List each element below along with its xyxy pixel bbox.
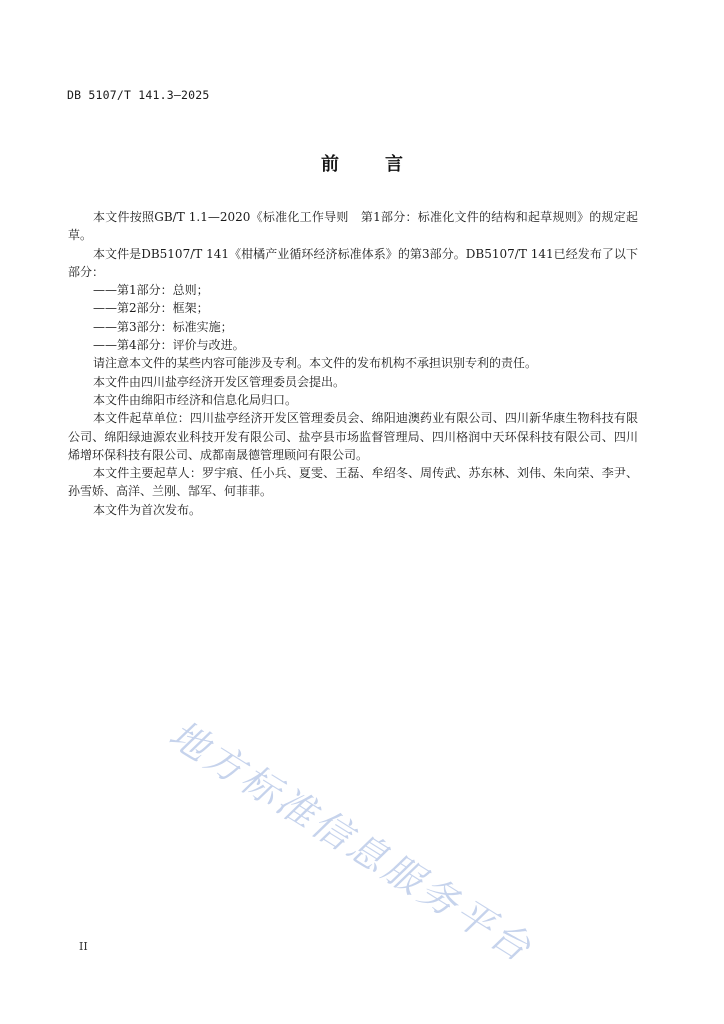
document-number: DB 5107/T 141.3—2025 (67, 88, 210, 102)
list-item-part-1: ——第1部分：总则； (93, 283, 209, 298)
paragraph-administrator: 本文件由绵阳市经济和信息化局归口。 (93, 392, 298, 407)
paragraph-drafting-rules: 本文件按照GB/T 1.1—2020《标准化工作导则 第1部分：标准化文件的结构和起草规则》的规定起草。 (68, 210, 638, 243)
foreword-body (68, 208, 638, 519)
paragraph-proposer: 本文件由四川盐亭经济开发区管理委员会提出。 (93, 374, 346, 389)
paragraph-series-intro: 本文件是DB5107/T 141《柑橘产业循环经济标准体系》的第3部分。DB5107/T 141已经发布了以下部分： (68, 246, 638, 279)
title-char-1: 前 (321, 154, 339, 175)
page-number: II (79, 940, 88, 953)
paragraph-first-release: 本文件为首次发布。 (93, 502, 202, 517)
paragraph-drafting-units: 本文件起草单位：四川盐亭经济开发区管理委员会、绵阳迪澳药业有限公司、四川新华康生物科技有限公司、绵阳绿迪源农业科技开发有限公司、盐亭县市场监督管理局、四川格润中天环保科技有限公司、四川烯增环保科技有限公司、成都南晟德管理顾问有限公司。 (68, 411, 638, 462)
paragraph-drafters: 本文件主要起草人：罗宇痕、任小兵、夏雯、王磊、牟绍冬、周传武、苏东林、刘伟、朱向荣、李尹、孙雪娇、高洋、兰刚、郜军、何菲菲。 (68, 466, 638, 499)
list-item-part-4: ——第4部分：评价与改进。 (93, 338, 245, 353)
title-char-2: 言 (385, 154, 403, 175)
list-item-part-2: ——第2部分：框架； (93, 301, 209, 316)
list-item-part-3: ——第3部分：标准实施； (93, 319, 233, 334)
page-title (0, 150, 724, 176)
paragraph-patent-notice: 请注意本文件的某些内容可能涉及专利。本文件的发布机构不承担识别专利的责任。 (93, 356, 538, 371)
watermark: 地方标准信息服务平台 (161, 711, 541, 972)
